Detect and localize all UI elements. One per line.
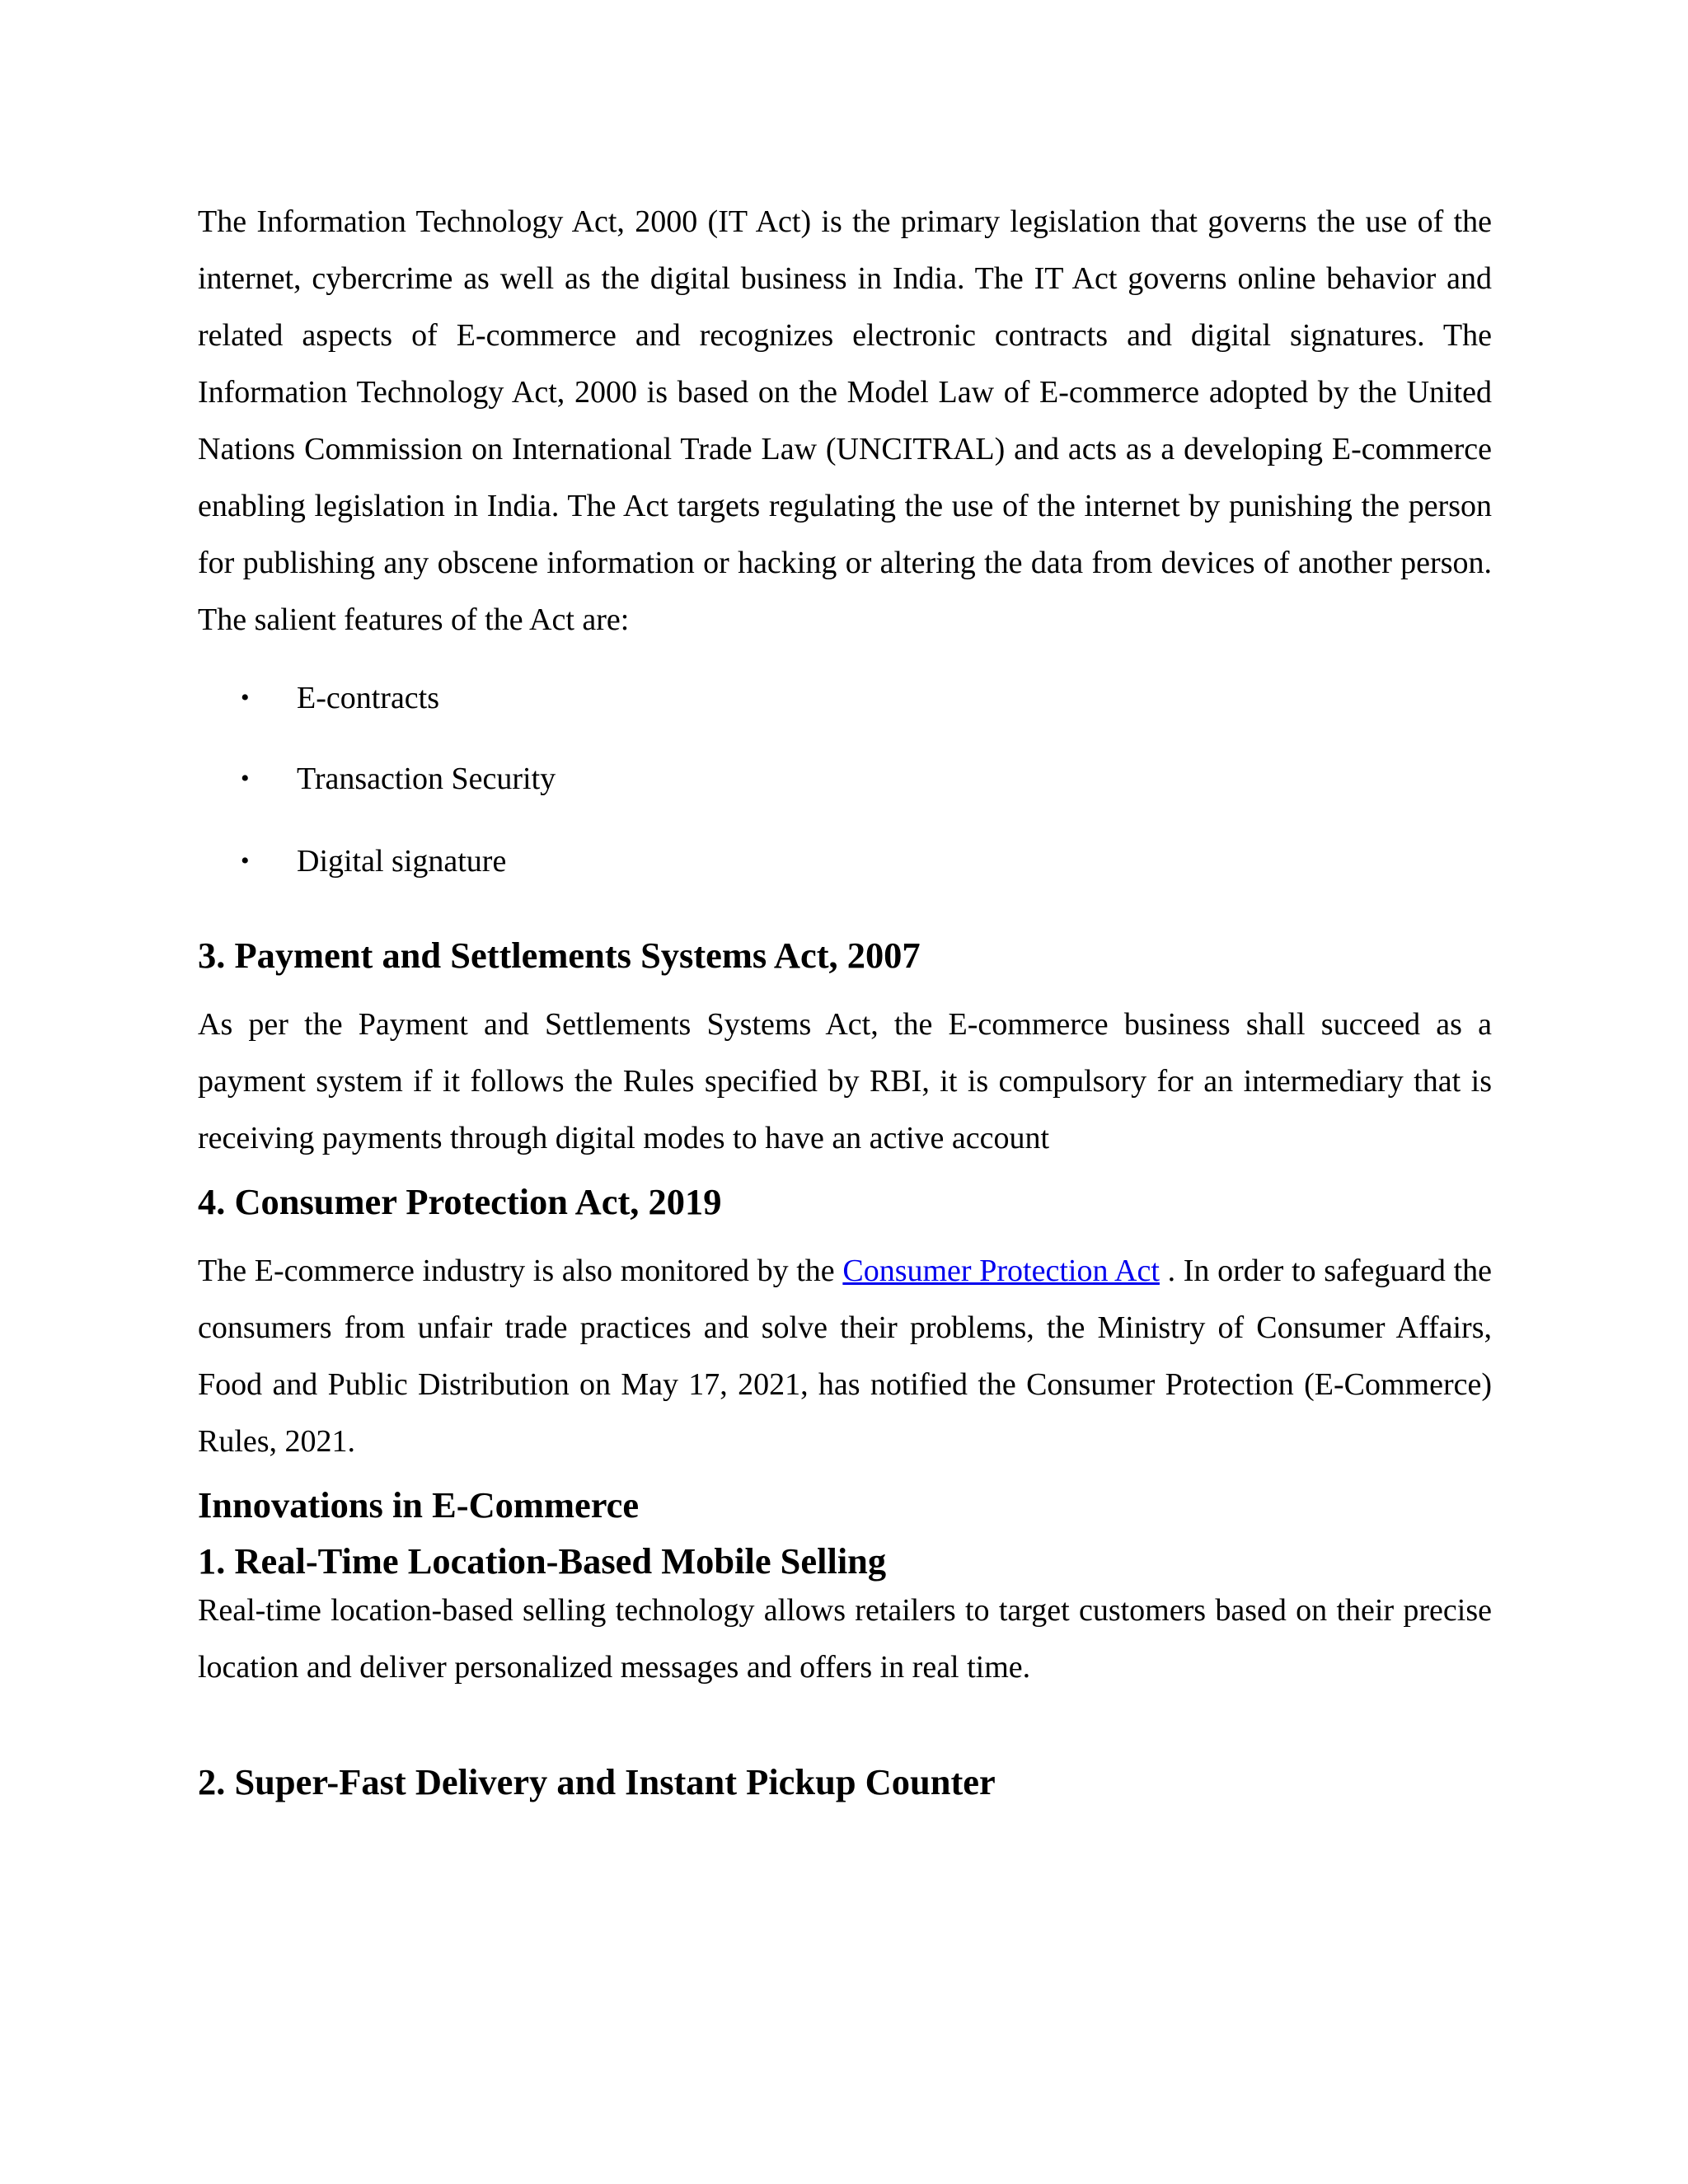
feature-label: E-contracts [297, 681, 440, 715]
payment-paragraph: As per the Payment and Settlements Systems Act, the E-commerce business shall succeed as a payment system if it follows the Rules specified by RBI, it is compulsory for an intermediary that is receiving payments through digital modes to have an active account [198, 1007, 1492, 1155]
consumer-text-start: The E-commerce industry is also monitored by the [198, 1254, 843, 1288]
intro-paragraph: The Information Technology Act, 2000 (IT Act) is the primary legislation that governs the use of the internet, cybercrime as well as the digital business in India. The IT Act governs online behavior and related aspects of E-commerce and recognizes electronic contracts and digital signatures. The Information Technology Act, 2000 is based on the Model Law of E-commerce adopted by the United Nations Commission on International Trade Law (UNCITRAL) and acts as a developing E-commerce enabling legislation in India. The Act targets regulating the use of the internet by punishing the person for publishing any obscene information or hacking or altering the data from devices of another person. The salient features of the Act are: [198, 204, 1492, 637]
innovation-item-2-heading: 2. Super-Fast Delivery and Instant Pickup Counter [198, 1761, 996, 1802]
feature-label: Digital signature [297, 844, 507, 879]
innovation-item-1-heading: 1. Real-Time Location-Based Mobile Selling [198, 1540, 887, 1582]
section-heading-consumer: 4. Consumer Protection Act, 2019 [198, 1181, 722, 1222]
innovation-item-1-paragraph: Real-time location-based selling technology allows retailers to target customers based on their precise location and deliver personalized messages and offers in real time. [198, 1593, 1492, 1685]
consumer-paragraph [198, 1243, 1492, 1470]
consumer-protection-act-link[interactable]: Consumer Protection Act [842, 1254, 1160, 1288]
bullet-icon: • [241, 765, 250, 792]
section-heading-payment: 3. Payment and Settlements Systems Act, 2007 [198, 935, 921, 976]
innovations-heading: Innovations in E-Commerce [198, 1484, 640, 1526]
list-item [198, 840, 1492, 883]
list-item [198, 677, 1492, 719]
bullet-icon: • [241, 847, 250, 874]
features-list [198, 677, 1492, 883]
feature-label: Transaction Security [297, 762, 556, 796]
consumer-text-end: . In order to safeguard the consumers from unfair trade practices and solve their problems, the Ministry of Consumer Affairs, Food and Public Distribution on May 17, 2021, has notified the Consumer Protection (E-Commerce) Rules, 2021. [198, 1254, 1492, 1459]
list-item [198, 757, 1492, 800]
bullet-icon: • [241, 684, 250, 711]
document-content [198, 194, 1492, 1803]
